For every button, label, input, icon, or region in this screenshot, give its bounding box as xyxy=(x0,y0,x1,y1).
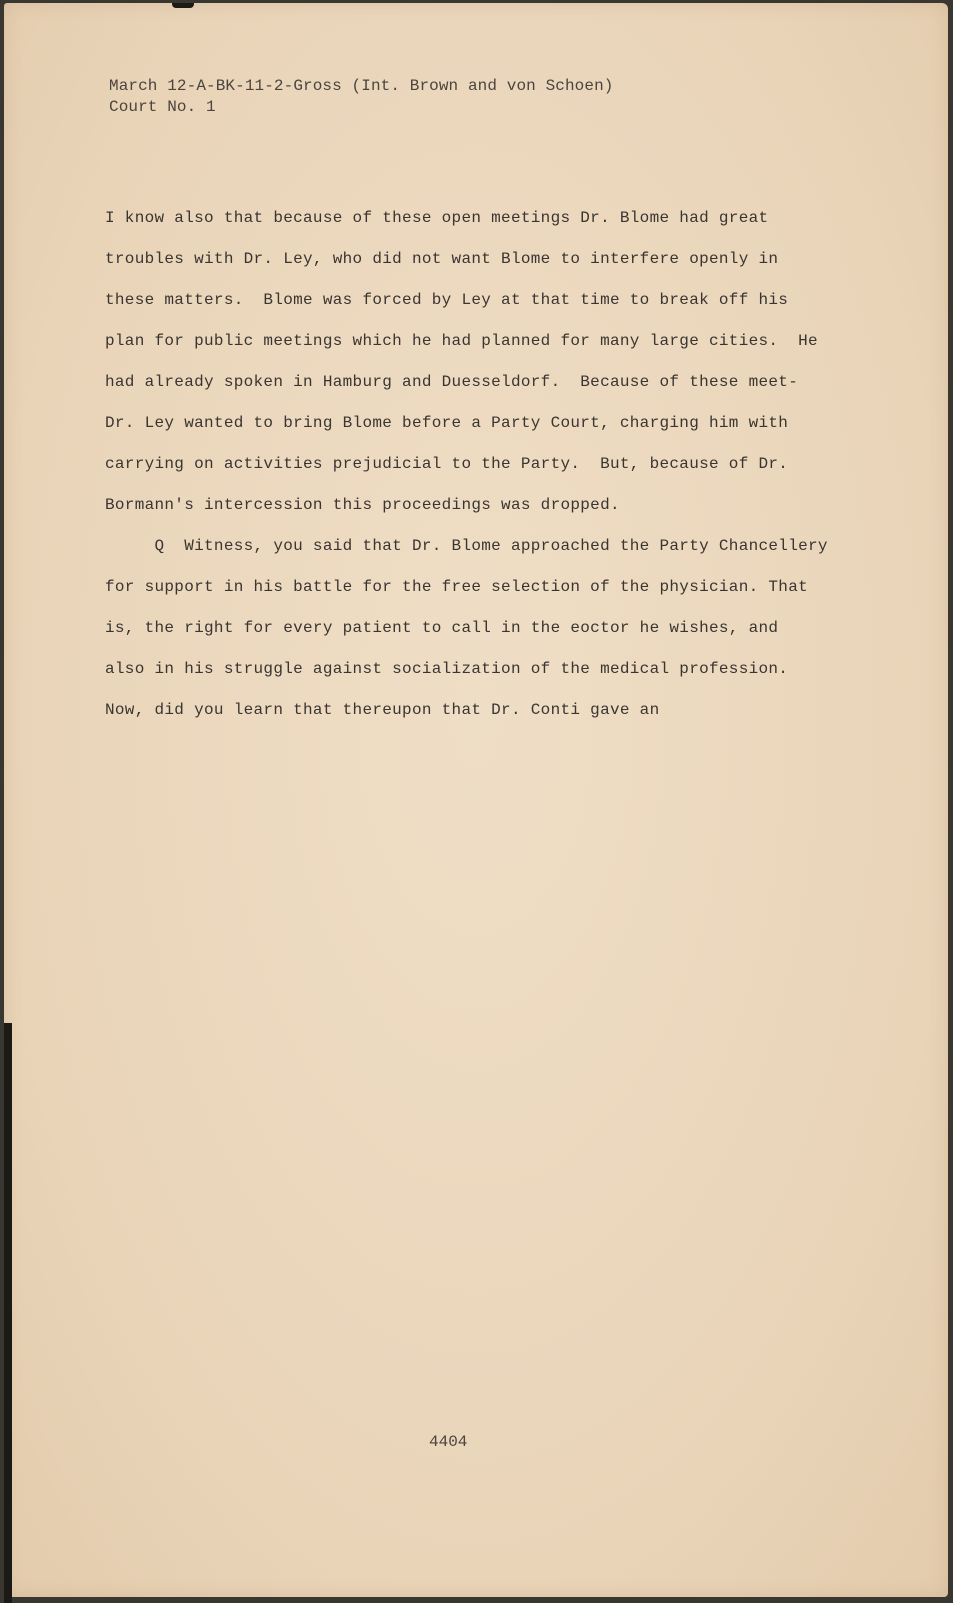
text-line: for support in his battle for the free selection of the physician. That xyxy=(105,578,809,596)
text-line: Now, did you learn that thereupon that Dr. Conti gave an xyxy=(105,701,660,719)
transcript-body xyxy=(105,198,845,731)
text-line: carrying on activities prejudicial to the Party. But, because of Dr. xyxy=(105,455,789,473)
header-line-1: March 12-A-BK-11-2-Gross (Int. Brown and von Schoen) xyxy=(109,77,614,95)
text-line: had already spoken in Hamburg and Duesseldorf. Because of these meet- xyxy=(105,373,799,391)
header-line-2: Court No. 1 xyxy=(109,98,216,116)
page-number: 4404 xyxy=(429,1433,468,1451)
text-line: plan for public meetings which he had planned for many large cities. He xyxy=(105,332,818,350)
text-line: Dr. Ley wanted to bring Blome before a Party Court, charging him with xyxy=(105,414,789,432)
text-line: I know also that because of these open meetings Dr. Blome had great xyxy=(105,209,769,227)
document-page xyxy=(4,3,948,1597)
binding-tab xyxy=(172,3,194,8)
text-line: is, the right for every patient to call in the eoctor he wishes, and xyxy=(105,619,779,637)
text-line: troubles with Dr. Ley, who did not want Blome to interfere openly in xyxy=(105,250,779,268)
scan-edge-shadow xyxy=(4,1023,12,1603)
text-line: Q Witness, you said that Dr. Blome approached the Party Chancellery xyxy=(105,537,828,555)
text-line: also in his struggle against socialization of the medical profession. xyxy=(105,660,789,678)
text-line: these matters. Blome was forced by Ley at that time to break off his xyxy=(105,291,789,309)
text-line: Bormann's intercession this proceedings was dropped. xyxy=(105,496,620,514)
document-header xyxy=(109,76,613,118)
